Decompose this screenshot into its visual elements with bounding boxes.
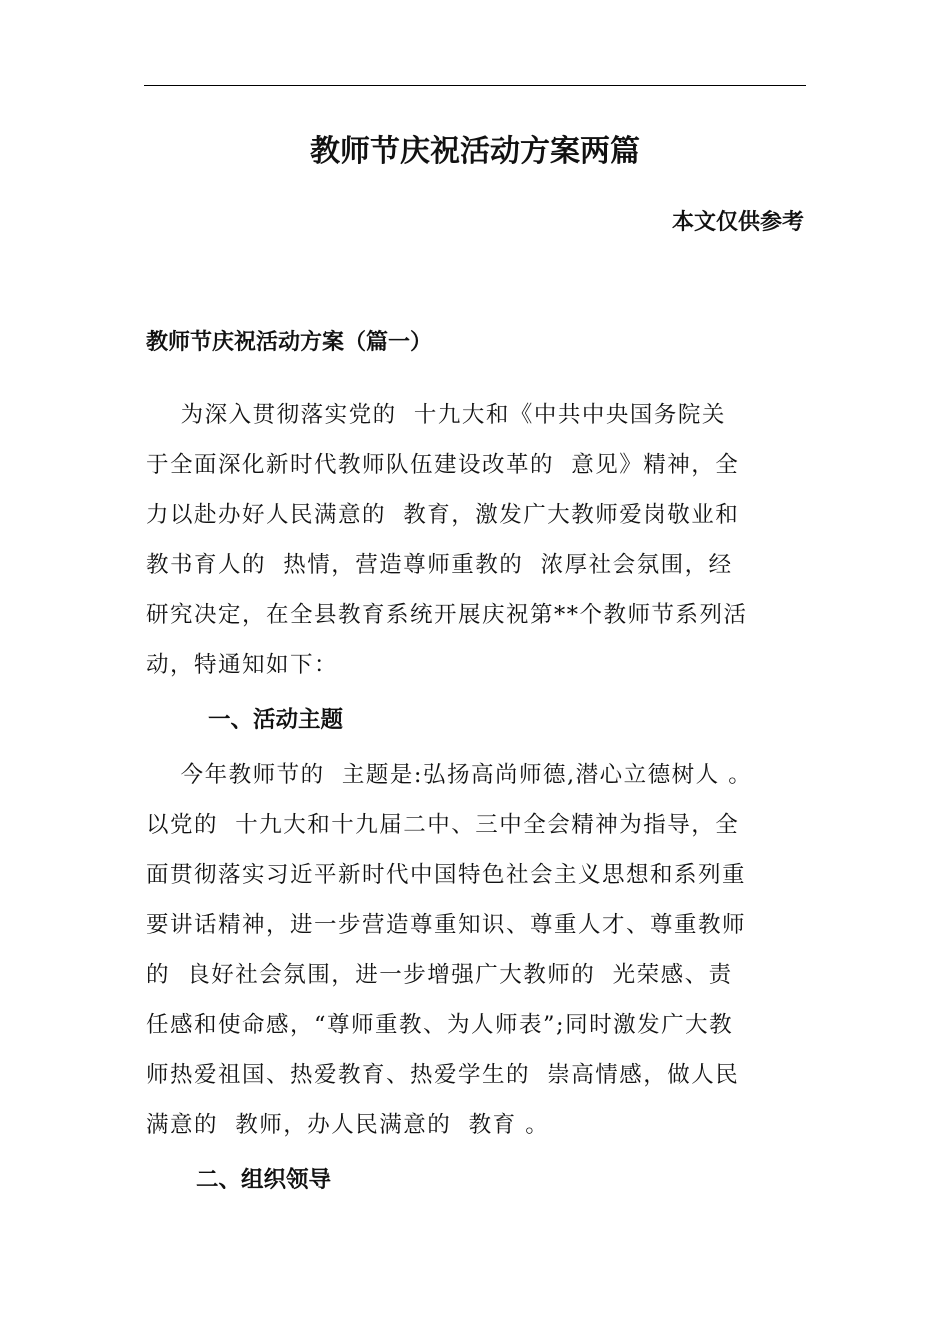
paragraph-line: 研究决定，在全县教育系统开展庆祝第**个教师节系列活 xyxy=(146,602,748,628)
paragraph-line: 满意的 教师，办人民满意的 教育 。 xyxy=(146,1112,550,1138)
paragraph-line: 教书育人的 热情，营造尊师重教的 浓厚社会氛围，经 xyxy=(146,552,733,578)
paragraph-line: 面贯彻落实习近平新时代中国特色社会主义思想和系列重 xyxy=(146,862,747,888)
heading-activity-theme: 一、活动主题 xyxy=(208,707,344,733)
paragraph-line: 动，特通知如下： xyxy=(146,652,339,678)
paragraph-line: 任感和使命感，“尊师重教、为人师表”;同时激发广大教 xyxy=(146,1012,734,1038)
paragraph-line: 为深入贯彻落实党的 十九大和《中共中央国务院关 xyxy=(146,402,726,428)
paragraph-line: 今年教师节的 主题是:弘扬高尚师德,潜心立德树人 。 xyxy=(146,762,753,788)
header-rule xyxy=(144,85,806,86)
intro-paragraph xyxy=(146,390,818,690)
reference-note: 本文仅供参考 xyxy=(671,210,804,235)
document-title: 教师节庆祝活动方案两篇 xyxy=(310,134,640,169)
heading-organization: 二、组织领导 xyxy=(196,1167,332,1193)
paragraph-line: 的 良好社会氛围，进一步增强广大教师的 光荣感、责 xyxy=(146,962,733,988)
paragraph-line: 于全面深化新时代教师队伍建设改革的 意见》精神，全 xyxy=(146,452,740,478)
section-title: 教师节庆祝活动方案（篇一） xyxy=(146,330,433,355)
paragraph-line: 力以赴办好人民满意的 教育，激发广大教师爱岗敬业和 xyxy=(146,502,740,528)
paragraph-line: 要讲话精神，进一步营造尊重知识、尊重人才、尊重教师 xyxy=(146,912,747,938)
paragraph-line: 师热爱祖国、热爱教育、热爱学生的 崇高情感，做人民 xyxy=(146,1062,740,1088)
paragraph-line: 以党的 十九大和十九届二中、三中全会精神为指导，全 xyxy=(146,812,740,838)
theme-paragraph xyxy=(146,750,818,1150)
